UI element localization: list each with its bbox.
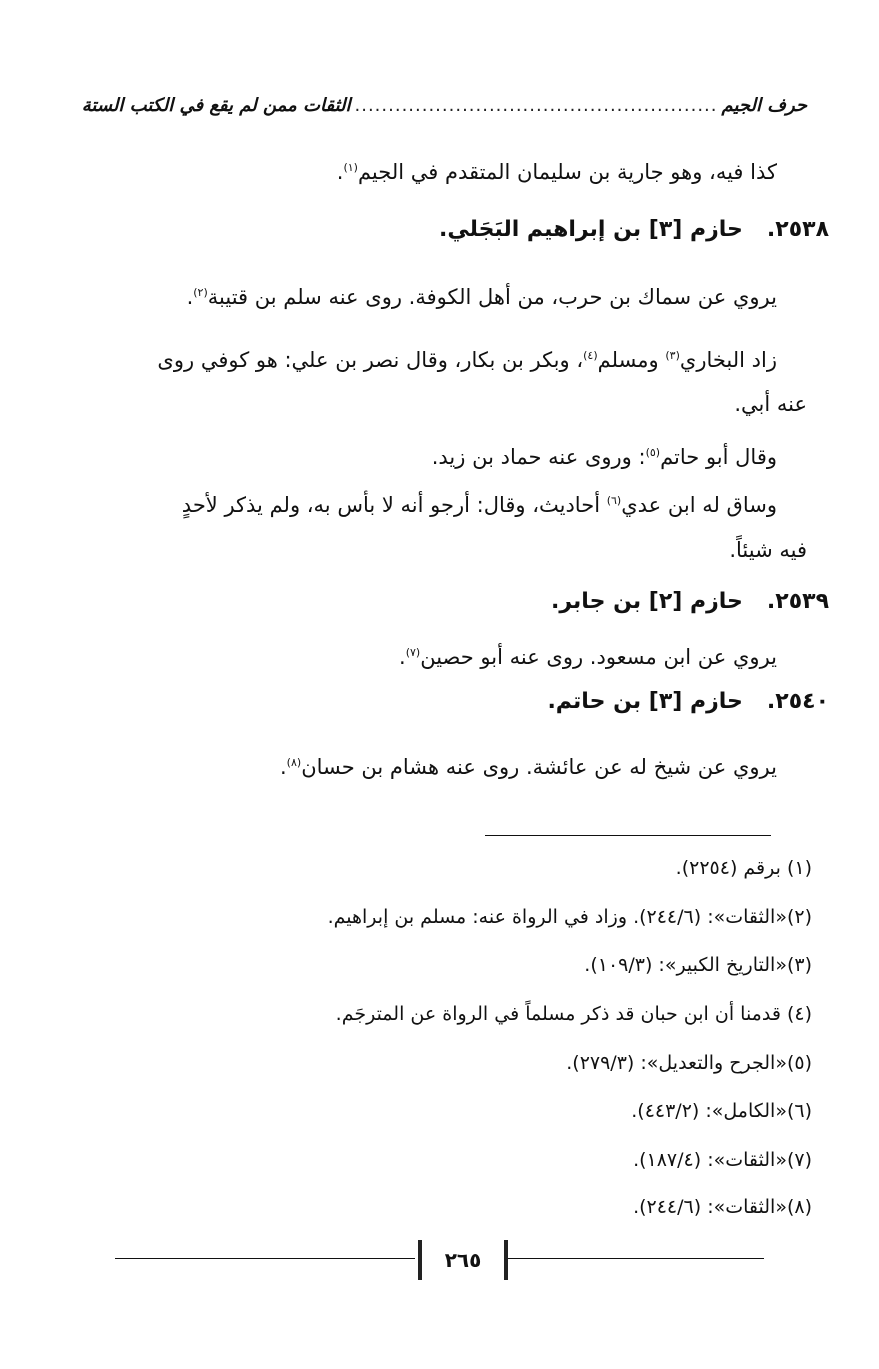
footnote-6: (٦)«الكامل»: (٤٤٣/٢). xyxy=(631,1100,812,1122)
entry-number: ٢٥٤٠. xyxy=(766,689,829,714)
footnote-ref-1: (١) xyxy=(343,161,358,174)
entry-title: حازم [٣] بن إبراهيم البَجَلي. xyxy=(439,217,743,242)
text-line-3-cont: عنه أبي. xyxy=(734,392,807,416)
punct: . xyxy=(186,285,194,309)
footnote-4: (٤) قدمنا أن ابن حبان قد ذكر مسلماً في الرواة عن المترجَم. xyxy=(335,1003,812,1025)
text-line-3 xyxy=(125,336,807,380)
entry-number: ٢٥٣٩. xyxy=(766,589,829,614)
text: ومسلم xyxy=(597,348,666,372)
footnote-2: (٢)«الثقات»: (٢٤٤/٦). وزاد في الرواة عنه: مسلم بن إبراهيم. xyxy=(327,906,812,928)
entry-title: حازم [٢] بن جابر. xyxy=(551,589,743,614)
running-header xyxy=(81,88,807,122)
footer-rule-right xyxy=(464,1258,764,1259)
text: وقال أبو حاتم xyxy=(660,445,777,469)
entry-heading-2539 xyxy=(125,582,829,622)
entry-number: ٢٥٣٨. xyxy=(766,217,829,242)
text: زاد البخاري xyxy=(679,348,777,372)
page-number: ٢٦٥ xyxy=(418,1240,508,1280)
text-line-2 xyxy=(125,273,807,317)
footnote-ref-4: (٤) xyxy=(583,349,598,362)
text: يروي عن شيخ له عن عائشة. روى عنه هشام بن حسان xyxy=(301,755,777,779)
entry-heading-2540 xyxy=(125,682,829,722)
footnote-ref-2: (٢) xyxy=(193,286,208,299)
footnote-ref-7: (٧) xyxy=(405,646,421,659)
punct: . xyxy=(336,160,344,184)
footnote-7: (٧)«الثقات»: (١٨٧/٤). xyxy=(633,1149,812,1171)
footnote-separator xyxy=(485,835,771,836)
text: : وروى عنه حماد بن زيد. xyxy=(431,445,646,469)
text: ، وبكر بن بكار، وقال نصر بن علي: هو كوفي روى xyxy=(157,348,584,372)
punct: . xyxy=(399,645,406,669)
punct: . xyxy=(279,755,287,779)
footnote-5: (٥)«الجرح والتعديل»: (٢٧٩/٣). xyxy=(566,1052,812,1074)
header-chapter: حرف الجيم xyxy=(721,94,807,116)
text-line-7 xyxy=(125,743,807,787)
header-book-title: الثقات ممن لم يقع في الكتب الستة xyxy=(81,94,351,116)
footnote-ref-5: (٥) xyxy=(645,446,661,459)
footnote-ref-8: (٨) xyxy=(286,756,302,769)
text-line-4 xyxy=(125,433,807,477)
text-line-5 xyxy=(125,481,807,525)
text: وساق له ابن عدي xyxy=(621,493,777,517)
header-dot-leader: ...................................................... xyxy=(354,94,718,116)
entry-heading-2538 xyxy=(125,210,829,250)
footnote-ref-6: (٦) xyxy=(606,494,622,507)
footnote-8: (٨)«الثقات»: (٢٤٤/٦). xyxy=(633,1196,812,1218)
text: أحاديث، وقال: أرجو أنه لا بأس به، ولم يذكر لأحدٍ xyxy=(181,493,607,517)
text: يروي عن ابن مسعود. روى عنه أبو حصين xyxy=(420,645,777,669)
text-line-6 xyxy=(125,633,807,677)
text-line-1 xyxy=(125,148,807,192)
entry-title: حازم [٣] بن حاتم. xyxy=(547,689,743,714)
footer-rule-left xyxy=(115,1258,415,1259)
text: يروي عن سماك بن حرب، من أهل الكوفة. روى عنه سلم بن قتيبة xyxy=(207,285,777,309)
footnote-3: (٣)«التاريخ الكبير»: (١٠٩/٣). xyxy=(584,954,812,976)
text: كذا فيه، وهو جارية بن سليمان المتقدم في الجيم xyxy=(357,160,777,184)
text-line-5-cont: فيه شيئاً. xyxy=(729,538,807,562)
footnote-ref-3: (٣) xyxy=(665,349,680,362)
footnote-1: (١) برقم (٢٢٥٤). xyxy=(675,857,812,879)
